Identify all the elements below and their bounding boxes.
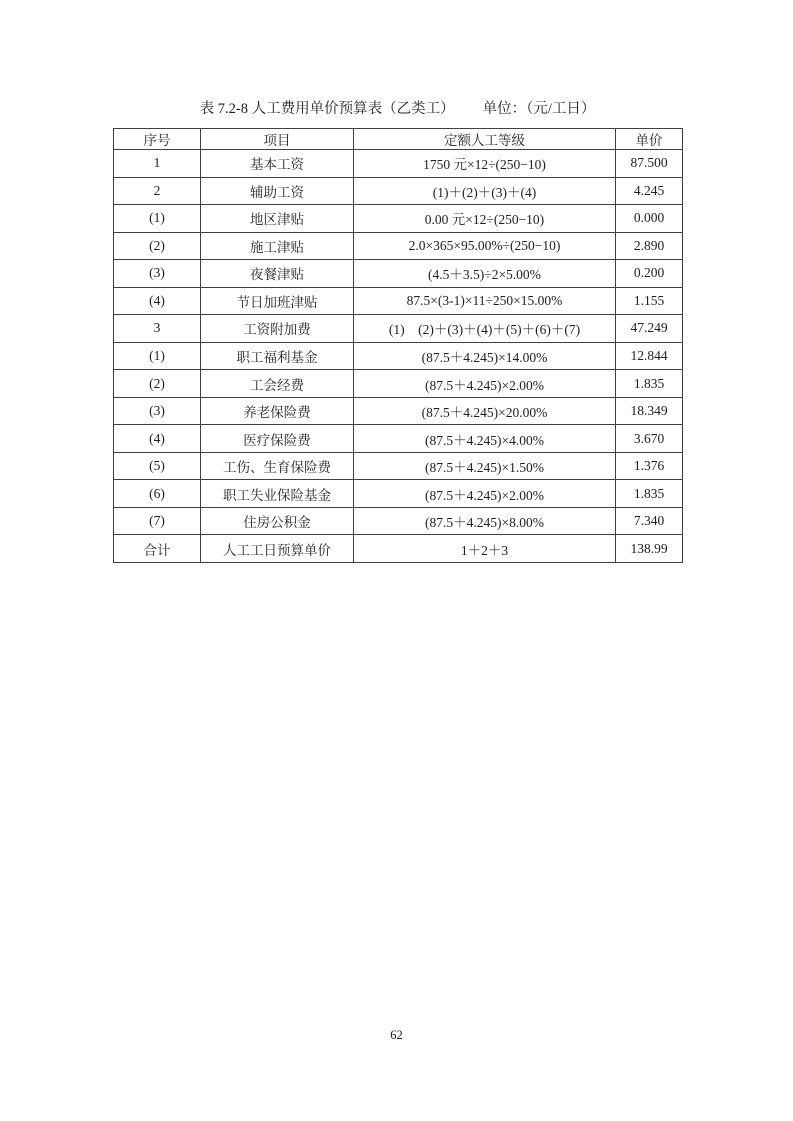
row-formula-cell: 1＋2＋3 [354, 535, 616, 563]
row-no-cell: (4) [114, 287, 201, 315]
row-price-cell: 12.844 [616, 342, 683, 370]
row-formula-cell: (87.5＋4.245)×14.00% [354, 342, 616, 370]
row-price-cell: 7.340 [616, 507, 683, 535]
col-header-item: 项目 [201, 129, 354, 150]
row-formula-cell: 0.00 元×12÷(250−10) [354, 205, 616, 233]
row-item-cell: 工会经费 [201, 370, 354, 398]
table-header-row [114, 129, 683, 150]
table-row [114, 315, 683, 343]
row-item-cell: 住房公积金 [201, 507, 354, 535]
table-row [114, 370, 683, 398]
table-row [114, 480, 683, 508]
row-formula-cell: (87.5＋4.245)×2.00% [354, 370, 616, 398]
col-header-no: 序号 [114, 129, 201, 150]
table-row [114, 232, 683, 260]
table-unit-label: 单位：（元/工日） [482, 101, 596, 117]
row-price-cell: 0.200 [616, 260, 683, 288]
row-item-cell: 地区津贴 [201, 205, 354, 233]
row-no-cell: (1) [114, 205, 201, 233]
col-header-price: 单价 [616, 129, 683, 150]
row-item-cell: 施工津贴 [201, 232, 354, 260]
row-price-cell: 4.245 [616, 177, 683, 205]
row-no-cell: (6) [114, 480, 201, 508]
row-no-cell: (3) [114, 260, 201, 288]
row-formula-cell: (87.5＋4.245)×20.00% [354, 397, 616, 425]
row-item-cell: 节日加班津贴 [201, 287, 354, 315]
row-item-cell: 人工工日预算单价 [201, 535, 354, 563]
row-no-cell: (7) [114, 507, 201, 535]
table-row [114, 507, 683, 535]
row-price-cell: 18.349 [616, 397, 683, 425]
row-no-cell: (5) [114, 452, 201, 480]
row-price-cell: 47.249 [616, 315, 683, 343]
row-formula-cell: (1)＋(2)＋(3)＋(4) [354, 177, 616, 205]
row-formula-cell: (1) (2)＋(3)＋(4)＋(5)＋(6)＋(7) [354, 315, 616, 343]
row-no-cell: (1) [114, 342, 201, 370]
table-caption: 表 7.2-8 人工费用单价预算表（乙类工） [199, 101, 455, 117]
row-item-cell: 工资附加费 [201, 315, 354, 343]
row-formula-cell: (87.5＋4.245)×2.00% [354, 480, 616, 508]
row-price-cell: 1.155 [616, 287, 683, 315]
row-no-cell: (4) [114, 425, 201, 453]
table-row [114, 452, 683, 480]
labor-cost-budget-table [113, 128, 683, 563]
table-row [114, 287, 683, 315]
row-item-cell: 夜餐津贴 [201, 260, 354, 288]
row-price-cell: 1.835 [616, 370, 683, 398]
row-no-cell: 合计 [114, 535, 201, 563]
row-formula-cell: 87.5×(3-1)×11÷250×15.00% [354, 287, 616, 315]
row-price-cell: 0.000 [616, 205, 683, 233]
table-row [114, 397, 683, 425]
row-price-cell: 87.500 [616, 150, 683, 178]
row-no-cell: (2) [114, 370, 201, 398]
table-row [114, 205, 683, 233]
row-item-cell: 基本工资 [201, 150, 354, 178]
row-price-cell: 3.670 [616, 425, 683, 453]
col-header-formula: 定额人工等级 [354, 129, 616, 150]
row-formula-cell: (87.5＋4.245)×4.00% [354, 425, 616, 453]
table-row [114, 342, 683, 370]
row-price-cell: 1.835 [616, 480, 683, 508]
page-number: 62 [390, 1028, 403, 1042]
row-no-cell: 3 [114, 315, 201, 343]
row-price-cell: 1.376 [616, 452, 683, 480]
row-no-cell: 2 [114, 177, 201, 205]
row-formula-cell: (87.5＋4.245)×8.00% [354, 507, 616, 535]
table-row [114, 260, 683, 288]
table-row [114, 150, 683, 178]
row-formula-cell: 2.0×365×95.00%÷(250−10) [354, 232, 616, 260]
row-price-cell: 2.890 [616, 232, 683, 260]
row-item-cell: 养老保险费 [201, 397, 354, 425]
row-item-cell: 工伤、生育保险费 [201, 452, 354, 480]
row-no-cell: (2) [114, 232, 201, 260]
table-row [114, 535, 683, 563]
row-no-cell: (3) [114, 397, 201, 425]
row-formula-cell: 1750 元×12÷(250−10) [354, 150, 616, 178]
table-row [114, 425, 683, 453]
row-item-cell: 职工福利基金 [201, 342, 354, 370]
table-row [114, 177, 683, 205]
table-caption-row [113, 97, 682, 118]
row-formula-cell: (4.5＋3.5)÷2×5.00% [354, 260, 616, 288]
row-item-cell: 辅助工资 [201, 177, 354, 205]
row-no-cell: 1 [114, 150, 201, 178]
row-item-cell: 职工失业保险基金 [201, 480, 354, 508]
row-price-cell: 138.99 [616, 535, 683, 563]
row-formula-cell: (87.5＋4.245)×1.50% [354, 452, 616, 480]
row-item-cell: 医疗保险费 [201, 425, 354, 453]
